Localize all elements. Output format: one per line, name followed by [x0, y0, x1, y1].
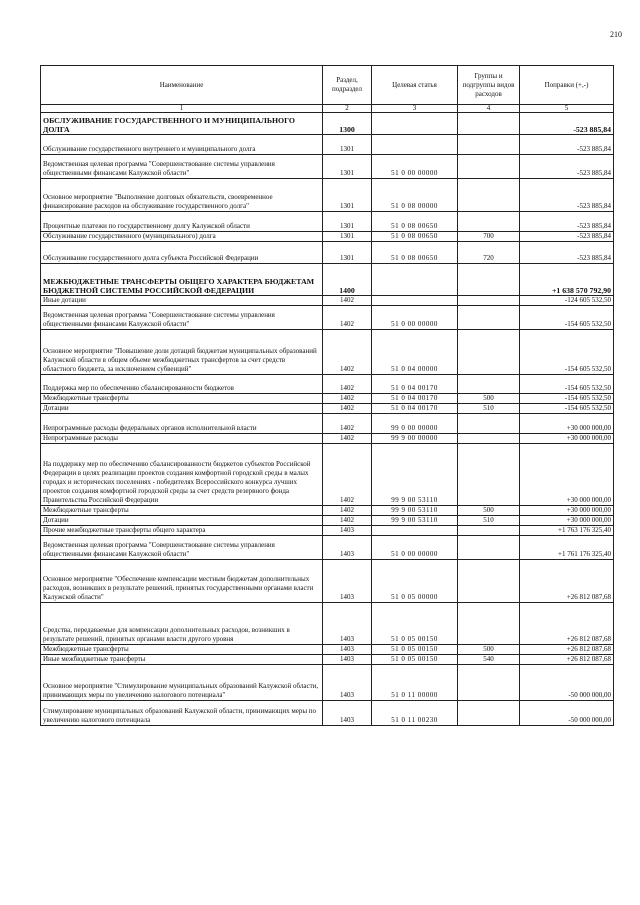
- table-row: [41, 701, 614, 726]
- row-target-article: 51 0 08 00650: [372, 212, 458, 232]
- row-section: 1402: [323, 506, 372, 516]
- row-name: Ведомственная целевая программа "Совершенствование системы управления общественными финансами Калужской области": [41, 536, 323, 560]
- table-row: [41, 665, 614, 701]
- row-section: 1402: [323, 404, 372, 414]
- row-amount: -50 000 000,00: [520, 701, 614, 726]
- row-amount: -523 885,84: [520, 113, 614, 135]
- row-name: Основное мероприятие "Стимулирование муниципальных образований Калужской области, принимающих меры по увеличению налогового потенциала": [41, 665, 323, 701]
- row-amount: -154 605 532,50: [520, 375, 614, 394]
- row-name: Межбюджетные трансферты: [41, 394, 323, 404]
- row-expense-group: [458, 603, 520, 645]
- row-target-article: 51 0 04 00170: [372, 394, 458, 404]
- row-name: Основное мероприятие "Повышение доли дотаций бюджетам муниципальных образований Калужской области в общем объеме межбюджетных трансфертов за счет средств областного бюджета, за исключением субвенций": [41, 330, 323, 375]
- row-section: 1403: [323, 603, 372, 645]
- row-amount: +30 000 000,00: [520, 506, 614, 516]
- row-section: 1402: [323, 434, 372, 444]
- table-row: [41, 506, 614, 516]
- table-row: [41, 264, 614, 296]
- row-target-article: 51 0 05 00150: [372, 645, 458, 655]
- row-name: На поддержку мер по обеспечению сбалансированности бюджетов субъектов Российской Федерации в целях реализации проектов создания комфортной городской среды в малых городах и исторических поселениях - победителях Всероссийского конкурса лучших проектов создания комфортной городской среды за счет средств резервного фонда Правительства Российской Федерации: [41, 444, 323, 506]
- row-target-article: 51 0 11 00000: [372, 665, 458, 701]
- table-row: [41, 155, 614, 179]
- row-expense-group: [458, 264, 520, 296]
- row-target-article: 51 0 04 00170: [372, 404, 458, 414]
- row-section: 1402: [323, 296, 372, 306]
- table-row: [41, 434, 614, 444]
- table-row: [41, 516, 614, 526]
- row-name: Поддержка мер по обеспечению сбалансированности бюджетов: [41, 375, 323, 394]
- header-target: Целевая статья: [372, 66, 458, 105]
- table-row: [41, 330, 614, 375]
- table-row: [41, 296, 614, 306]
- row-section: 1301: [323, 232, 372, 242]
- row-amount: +26 812 087,68: [520, 645, 614, 655]
- table-row: [41, 526, 614, 536]
- row-expense-group: [458, 526, 520, 536]
- page-number: 210: [610, 30, 622, 39]
- row-section: 1402: [323, 394, 372, 404]
- row-section: 1403: [323, 701, 372, 726]
- row-target-article: 51 0 00 00000: [372, 536, 458, 560]
- row-section: 1403: [323, 665, 372, 701]
- row-expense-group: [458, 135, 520, 155]
- row-section: 1403: [323, 526, 372, 536]
- row-amount: -523 885,84: [520, 155, 614, 179]
- row-target-article: 51 0 00 00000: [372, 306, 458, 330]
- table-row: [41, 179, 614, 212]
- row-amount: -523 885,84: [520, 232, 614, 242]
- row-target-article: 51 0 05 00150: [372, 603, 458, 645]
- row-amount: +26 812 087,68: [520, 655, 614, 665]
- row-name: Средства, передаваемые для компенсации дополнительных расходов, возникших в результате решений, принятых органами власти другого уровня: [41, 603, 323, 645]
- row-expense-group: [458, 113, 520, 135]
- row-expense-group: [458, 701, 520, 726]
- row-amount: +30 000 000,00: [520, 434, 614, 444]
- row-expense-group: [458, 414, 520, 434]
- row-expense-group: 500: [458, 506, 520, 516]
- row-expense-group: [458, 155, 520, 179]
- row-amount: +26 812 087,68: [520, 603, 614, 645]
- table-row: [41, 306, 614, 330]
- row-target-article: 51 0 04 00000: [372, 330, 458, 375]
- row-amount: -154 605 532,50: [520, 306, 614, 330]
- row-expense-group: [458, 306, 520, 330]
- row-section: 1403: [323, 536, 372, 560]
- row-amount: -523 885,84: [520, 179, 614, 212]
- row-target-article: 51 0 05 00000: [372, 560, 458, 603]
- row-target-article: [372, 264, 458, 296]
- row-amount: -154 605 532,50: [520, 404, 614, 414]
- row-name: Прочие межбюджетные трансферты общего характера: [41, 526, 323, 536]
- column-index: 1: [41, 105, 323, 113]
- row-amount: -154 605 532,50: [520, 394, 614, 404]
- table-row: [41, 560, 614, 603]
- row-name: Основное мероприятие "Выполнение долговых обязательств, своевременное финансирование расходов на обслуживание государственного долга": [41, 179, 323, 212]
- row-name: Непрограммные расходы: [41, 434, 323, 444]
- row-section: 1402: [323, 444, 372, 506]
- table-row: [41, 645, 614, 655]
- row-target-article: 51 0 11 00230: [372, 701, 458, 726]
- row-name: Обслуживание государственного (муниципального) долга: [41, 232, 323, 242]
- row-expense-group: 500: [458, 394, 520, 404]
- column-index: 5: [520, 105, 614, 113]
- table-row: [41, 536, 614, 560]
- row-expense-group: 510: [458, 516, 520, 526]
- header-name: Наименование: [41, 66, 323, 105]
- row-amount: +30 000 000,00: [520, 444, 614, 506]
- header-amount: Поправки (+,-): [520, 66, 614, 105]
- row-amount: +1 763 176 325,40: [520, 526, 614, 536]
- row-name: Ведомственная целевая программа "Совершенствование системы управления общественными финансами Калужской области": [41, 155, 323, 179]
- row-expense-group: [458, 375, 520, 394]
- table-row: [41, 135, 614, 155]
- header-section: Раздел, подраздел: [323, 66, 372, 105]
- row-section: 1402: [323, 375, 372, 394]
- table-row: [41, 414, 614, 434]
- row-section: 1403: [323, 645, 372, 655]
- row-amount: +30 000 000,00: [520, 516, 614, 526]
- row-expense-group: [458, 665, 520, 701]
- row-amount: +1 761 176 325,40: [520, 536, 614, 560]
- row-section: 1301: [323, 155, 372, 179]
- row-name: Стимулирование муниципальных образований Калужской области, принимающих меры по увеличению налогового потенциала: [41, 701, 323, 726]
- row-amount: -523 885,84: [520, 242, 614, 264]
- row-target-article: 99 9 00 53110: [372, 506, 458, 516]
- row-section: 1402: [323, 414, 372, 434]
- row-target-article: 99 0 00 00000: [372, 414, 458, 434]
- row-target-article: 51 0 08 00650: [372, 232, 458, 242]
- row-expense-group: [458, 179, 520, 212]
- row-amount: -154 605 532,50: [520, 330, 614, 375]
- table-row: [41, 404, 614, 414]
- table-row: [41, 394, 614, 404]
- row-section: 1403: [323, 655, 372, 665]
- row-expense-group: [458, 434, 520, 444]
- row-name: Дотации: [41, 516, 323, 526]
- row-target-article: 99 9 00 53110: [372, 444, 458, 506]
- table-body: [41, 113, 614, 726]
- row-target-article: [372, 296, 458, 306]
- row-name: Межбюджетные трансферты: [41, 645, 323, 655]
- table-row: [41, 655, 614, 665]
- row-target-article: 99 9 00 00000: [372, 434, 458, 444]
- row-name: Основное мероприятие "Обеспечение компенсации местным бюджетам дополнительных расходов, возникших в результате решений, принятых государственными органами власти Калужской области": [41, 560, 323, 603]
- row-expense-group: 500: [458, 645, 520, 655]
- row-expense-group: [458, 296, 520, 306]
- table-row: [41, 242, 614, 264]
- row-target-article: 99 9 00 53110: [372, 516, 458, 526]
- table-row: [41, 212, 614, 232]
- row-expense-group: [458, 444, 520, 506]
- row-expense-group: 700: [458, 232, 520, 242]
- row-amount: +30 000 000,00: [520, 414, 614, 434]
- column-index-row: [41, 105, 614, 113]
- row-name: Обслуживание государственного внутреннего и муниципального долга: [41, 135, 323, 155]
- row-section: 1301: [323, 212, 372, 232]
- row-name: Обслуживание государственного долга субъекта Российской Федерации: [41, 242, 323, 264]
- row-name: ОБСЛУЖИВАНИЕ ГОСУДАРСТВЕННОГО И МУНИЦИПАЛЬНОГО ДОЛГА: [41, 113, 323, 135]
- table-header-row: [41, 66, 614, 105]
- row-target-article: 51 0 00 00000: [372, 155, 458, 179]
- row-section: 1300: [323, 113, 372, 135]
- row-section: 1301: [323, 179, 372, 212]
- row-target-article: [372, 135, 458, 155]
- row-section: 1402: [323, 516, 372, 526]
- table-row: [41, 603, 614, 645]
- table-row: [41, 375, 614, 394]
- row-target-article: [372, 113, 458, 135]
- table-row: [41, 444, 614, 506]
- row-section: 1402: [323, 330, 372, 375]
- row-amount: -523 885,84: [520, 212, 614, 232]
- row-name: Иные дотации: [41, 296, 323, 306]
- row-expense-group: [458, 560, 520, 603]
- row-name: МЕЖБЮДЖЕТНЫЕ ТРАНСФЕРТЫ ОБЩЕГО ХАРАКТЕРА БЮДЖЕТАМ БЮДЖЕТНОЙ СИСТЕМЫ РОССИЙСКОЙ ФЕДЕРАЦИИ: [41, 264, 323, 296]
- table-row: [41, 232, 614, 242]
- row-target-article: 51 0 08 00000: [372, 179, 458, 212]
- row-expense-group: 720: [458, 242, 520, 264]
- row-expense-group: 540: [458, 655, 520, 665]
- row-name: Дотации: [41, 404, 323, 414]
- row-name: Непрограммные расходы федеральных органов исполнительной власти: [41, 414, 323, 434]
- row-section: 1301: [323, 135, 372, 155]
- row-section: 1400: [323, 264, 372, 296]
- row-target-article: 51 0 04 00170: [372, 375, 458, 394]
- row-amount: +1 638 570 792,90: [520, 264, 614, 296]
- header-groups: Группы и подгруппы видов расходов: [458, 66, 520, 105]
- row-amount: -124 605 532,50: [520, 296, 614, 306]
- row-name: Иные межбюджетные трансферты: [41, 655, 323, 665]
- row-expense-group: [458, 212, 520, 232]
- row-name: Межбюджетные трансферты: [41, 506, 323, 516]
- row-target-article: 51 0 05 00150: [372, 655, 458, 665]
- column-index: 2: [323, 105, 372, 113]
- row-section: 1403: [323, 560, 372, 603]
- budget-amendments-table: [40, 65, 614, 726]
- row-name: Процентные платежи по государственному долгу Калужской области: [41, 212, 323, 232]
- row-expense-group: [458, 330, 520, 375]
- row-expense-group: 510: [458, 404, 520, 414]
- row-amount: +26 812 087,68: [520, 560, 614, 603]
- row-amount: -523 885,84: [520, 135, 614, 155]
- row-section: 1402: [323, 306, 372, 330]
- row-target-article: 51 0 08 00650: [372, 242, 458, 264]
- row-section: 1301: [323, 242, 372, 264]
- table-row: [41, 113, 614, 135]
- row-amount: -50 000 000,00: [520, 665, 614, 701]
- row-name: Ведомственная целевая программа "Совершенствование системы управления общественными финансами Калужской области": [41, 306, 323, 330]
- row-target-article: [372, 526, 458, 536]
- row-expense-group: [458, 536, 520, 560]
- column-index: 3: [372, 105, 458, 113]
- column-index: 4: [458, 105, 520, 113]
